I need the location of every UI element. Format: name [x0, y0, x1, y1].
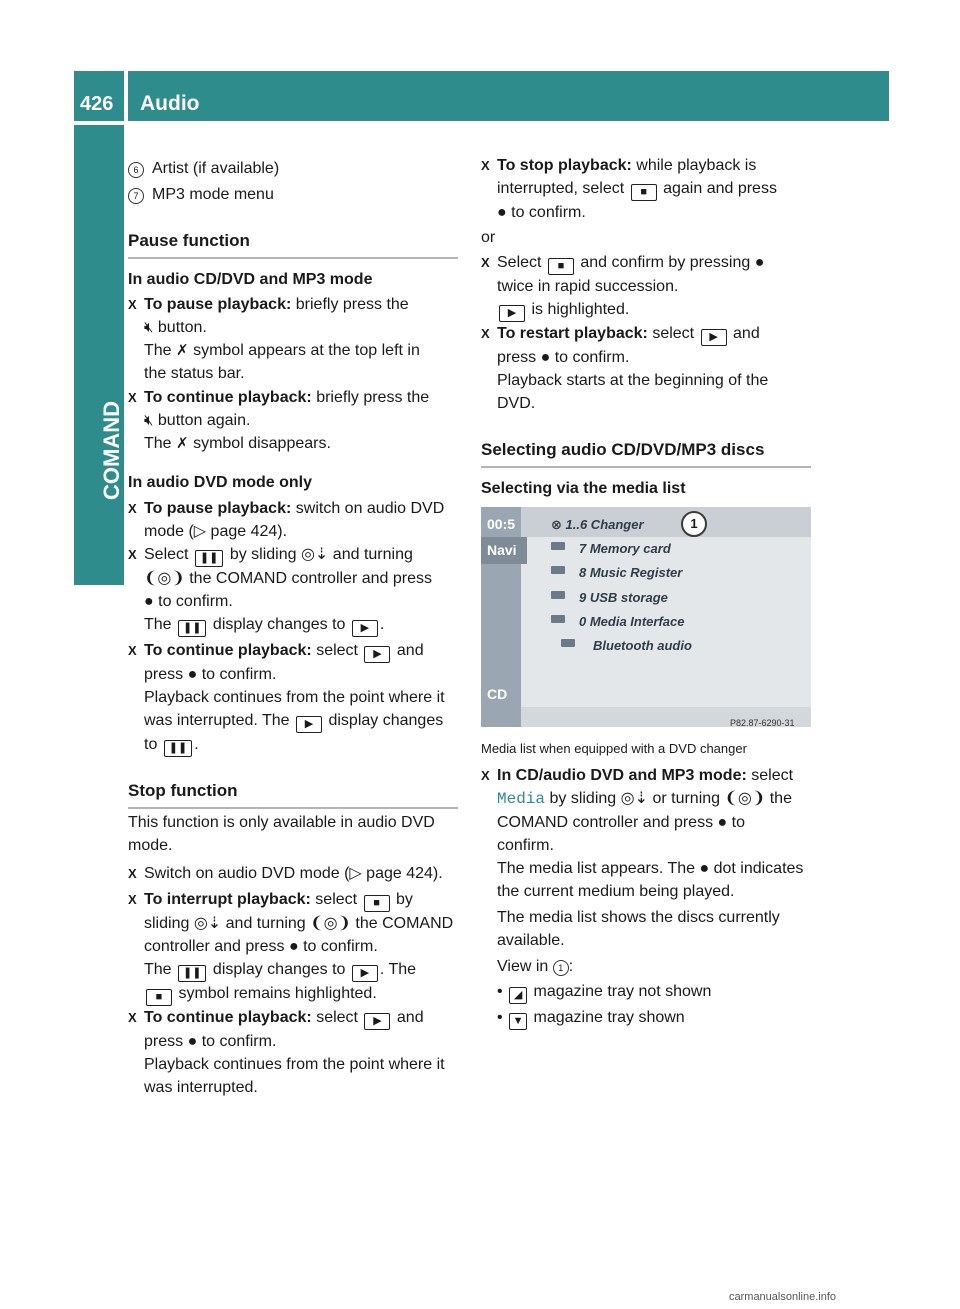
step-arrow-icon: X	[481, 255, 490, 270]
controller-turn-icon: ❨◎❩	[310, 915, 351, 932]
figure-changer-label: ⊗ 1..6 Changer	[551, 517, 644, 532]
side-tab-label: COMAND	[99, 401, 124, 500]
figure-nav: Navi	[481, 537, 527, 564]
step-arrow-icon: X	[128, 1010, 137, 1025]
step-stop-continue: X To continue playback: select ▶ and press ● to confirm. Playback continues from the point where it was interrupted.	[128, 1006, 445, 1099]
play-key-icon: ▶	[364, 646, 390, 663]
step-dvd-continue: X To continue playback: select ▶ and press ● to confirm. Playback continues from the point where it was interrupted. The ▶ display changes to ❚❚ .	[128, 639, 445, 757]
step-stop-playback: X To stop playback: while playback is interrupted, select ■ again and press ● to confirm.	[481, 154, 777, 224]
step-continue: X To continue playback: briefly press the 🔇︎ button again. The ✗ symbol disappears.	[128, 386, 429, 455]
step-arrow-icon: X	[128, 866, 137, 881]
discs-heading: Selecting audio CD/DVD/MP3 discs	[481, 438, 811, 468]
step-dvd-pause: X To pause playback: switch on audio DVD mode (▷ page 424).	[128, 497, 444, 543]
figure-item-1: 7 Memory card	[579, 541, 671, 556]
stop-key-icon: ■	[364, 895, 390, 912]
bullet-tray-not-shown: • ◢ magazine tray not shown	[497, 980, 711, 1004]
disc-icon	[551, 615, 565, 623]
figure-reference: P82.87-6290-31	[730, 718, 795, 728]
step-arrow-icon: X	[128, 892, 137, 907]
step-arrow-icon: X	[128, 390, 137, 405]
figure-cd: CD	[487, 686, 508, 702]
controller-press-icon: ●	[754, 254, 765, 271]
step-media: X In CD/audio DVD and MP3 mode: select Media by sliding ◎⇣ or turning ❨◎❩ the COMAND controller and press ● to confirm. The media list appears. The ● dot indicates the current medium being played. The media list shows the discs currently available. View in 1 :	[481, 764, 803, 978]
play-key-icon: ▶	[364, 1013, 390, 1030]
controller-press-icon: ●	[187, 1033, 198, 1050]
pause-key-icon: ❚❚	[195, 550, 223, 567]
mute-status-icon: ✗	[176, 342, 189, 359]
side-tab	[74, 125, 124, 585]
step-select-pause: X Select ❚❚ by sliding ◎⇣ and turning ❨◎❩ the COMAND controller and press ● to confirm. The ❚❚ display changes to ▶ .	[128, 543, 432, 637]
media-list-sub-heading: Selecting via the media list	[481, 480, 686, 497]
circled-6-icon: 6	[128, 162, 144, 178]
circled-7-icon: 7	[128, 188, 144, 204]
step-arrow-icon: X	[128, 547, 137, 562]
step-arrow-icon: X	[481, 326, 490, 341]
media-softkey: Media	[497, 790, 546, 808]
legend-item-7: 7 MP3 mode menu	[128, 183, 274, 206]
step-arrow-icon: X	[128, 297, 137, 312]
figure-sidebar	[481, 507, 521, 727]
disc-icon	[551, 542, 565, 550]
figure-item-4: 0 Media Interface	[579, 614, 685, 629]
bullet-tray-shown: • ▼ magazine tray shown	[497, 1006, 685, 1030]
page-number: 426	[80, 93, 114, 115]
tray-hidden-icon: ◢	[509, 987, 527, 1004]
step-interrupt: X To interrupt playback: select ■ by sliding ◎⇣ and turning ❨◎❩ the COMAND controller and press ● to confirm. The ❚❚ display changes to ▶ . The ■ symbol remains highlighted.	[128, 888, 453, 1006]
header-divider	[124, 71, 128, 121]
step-arrow-icon: X	[128, 501, 137, 516]
figure-caption: Media list when equipped with a DVD changer	[481, 741, 747, 756]
sub-heading-dvd: In audio DVD mode only	[128, 474, 313, 491]
or-text: or	[481, 229, 496, 246]
stop-intro: This function is only available in audio DVD mode.	[128, 814, 435, 854]
pause-heading: Pause function	[128, 229, 458, 259]
step-stop-switch: X Switch on audio DVD mode (▷ page 424).	[128, 862, 443, 885]
step-arrow-icon: X	[481, 768, 490, 783]
play-key-icon: ▶	[352, 620, 378, 637]
step-restart: X To restart playback: select ▶ and press ● to confirm. Playback starts at the beginning of the DVD.	[481, 322, 768, 415]
stop-key-icon: ■	[146, 989, 172, 1006]
controller-slide-icon: ◎⇣	[300, 546, 329, 563]
pause-key-icon: ❚❚	[164, 740, 192, 757]
media-list-screenshot	[481, 507, 811, 727]
stop-key-icon: ■	[548, 258, 574, 275]
mute-status-icon: ✗	[176, 435, 189, 452]
controller-press-icon: ●	[717, 814, 728, 831]
mute-icon: 🔇︎	[144, 319, 154, 336]
play-key-icon: ▶	[352, 965, 378, 982]
legend-item-6: 6 Artist (if available)	[128, 157, 279, 180]
callout-1: 1	[681, 511, 707, 537]
play-key-icon: ▶	[499, 305, 525, 322]
disc-icon	[551, 566, 565, 574]
figure-item-5: Bluetooth audio	[593, 638, 692, 653]
stop-key-icon: ■	[631, 184, 657, 201]
play-key-icon: ▶	[701, 329, 727, 346]
stop-heading: Stop function	[128, 779, 458, 809]
step-select-stop: X Select ■ and confirm by pressing ● twice in rapid succession. ▶ is highlighted.	[481, 251, 764, 322]
footer-url: carmanualsonline.info	[729, 1291, 837, 1303]
figure-item-3: 9 USB storage	[579, 590, 668, 605]
pause-key-icon: ❚❚	[178, 620, 206, 637]
controller-turn-icon: ❨◎❩	[724, 790, 766, 807]
disc-icon	[551, 591, 565, 599]
controller-press-icon: ●	[497, 204, 507, 221]
step-arrow-icon: X	[128, 643, 137, 658]
controller-slide-icon: ◎⇣	[193, 915, 222, 932]
play-key-icon: ▶	[296, 716, 322, 733]
bluetooth-device-icon	[561, 639, 575, 647]
tray-shown-icon: ▼	[509, 1013, 527, 1030]
controller-press-icon: ●	[187, 666, 198, 683]
figure-time: 00:5	[487, 516, 516, 532]
controller-press-icon: ●	[540, 349, 551, 366]
pause-key-icon: ❚❚	[178, 965, 206, 982]
mute-icon: 🔇︎	[144, 412, 154, 429]
controller-slide-icon: ◎⇣	[620, 790, 648, 807]
step-arrow-icon: X	[481, 158, 490, 173]
step-pause: X To pause playback: briefly press the 🔇︎ button. The ✗ symbol appears at the top left in the status bar.	[128, 293, 420, 385]
callout-1-icon: 1	[553, 960, 569, 976]
controller-press-icon: ●	[288, 938, 299, 955]
page-title: Audio	[140, 92, 200, 115]
controller-turn-icon: ❨◎❩	[144, 570, 185, 587]
controller-press-icon: ●	[144, 593, 154, 610]
figure-item-2: 8 Music Register	[579, 565, 683, 580]
sub-heading-cd-mp3: In audio CD/DVD and MP3 mode	[128, 271, 373, 288]
